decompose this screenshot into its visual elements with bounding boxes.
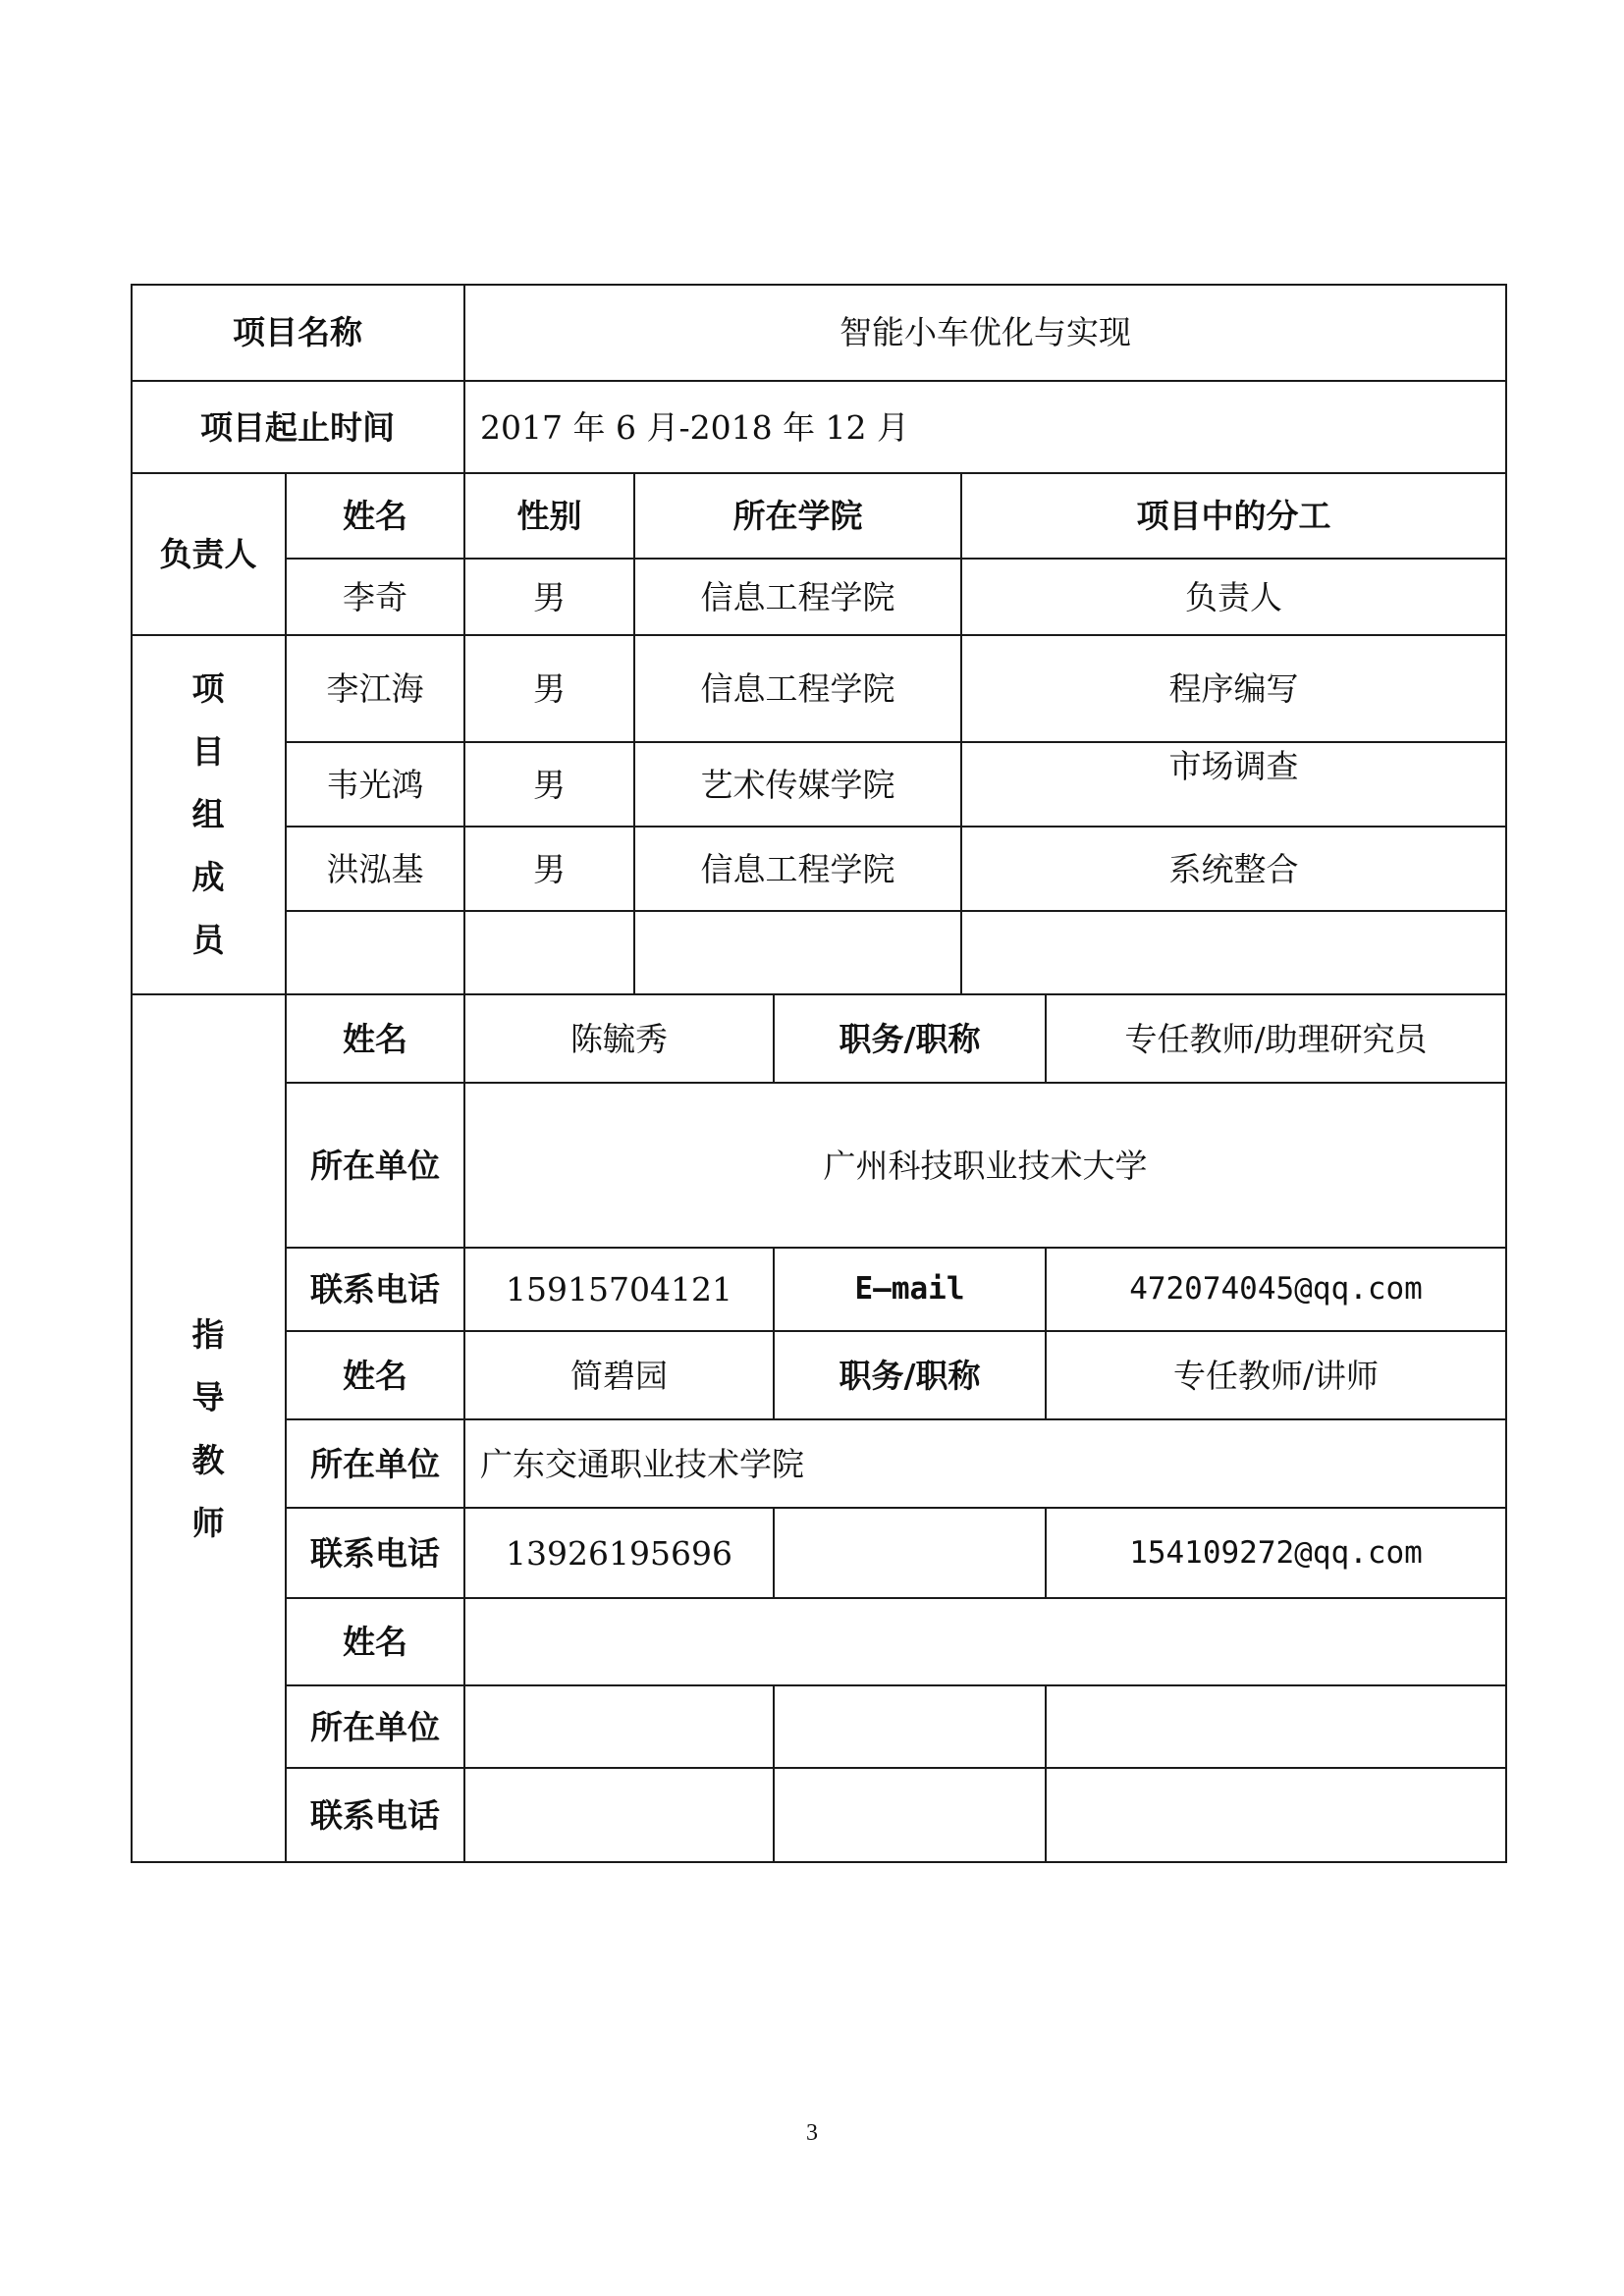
members-section-label (131, 635, 286, 994)
leader-role: 负责人 (1185, 577, 1282, 616)
advisor-title: 专任教师/讲师 (1172, 1356, 1380, 1395)
advisors-label-char: 导 (191, 1377, 225, 1416)
members-label-char: 员 (191, 921, 225, 959)
members-label-char: 项 (191, 669, 225, 708)
advisor-name: 简碧园 (570, 1356, 668, 1395)
leader-college: 信息工程学院 (700, 577, 895, 616)
members-label-char: 成 (191, 858, 225, 896)
advisor-name-label: 姓名 (343, 1356, 407, 1395)
advisor-name (464, 1598, 1506, 1685)
advisor-phone-label: 联系电话 (310, 1795, 440, 1835)
advisors-label-char: 师 (191, 1503, 225, 1542)
advisor-unit-label: 所在单位 (310, 1707, 440, 1746)
member-role: 市场调查 (1168, 747, 1299, 785)
member-gender: 男 (533, 669, 566, 708)
advisor-title-label: 职务/职称 (839, 1019, 981, 1058)
leader-gender: 男 (533, 577, 566, 616)
header-college: 所在学院 (732, 497, 863, 535)
advisors-label-char: 指 (191, 1314, 225, 1354)
advisor-name-label: 姓名 (343, 1019, 407, 1058)
advisor-unit-label: 所在单位 (310, 1444, 440, 1483)
advisor-phone-label: 联系电话 (310, 1270, 440, 1308)
members-label-char: 组 (191, 795, 225, 833)
advisor-name: 陈毓秀 (570, 1019, 668, 1058)
advisor-unit (464, 1685, 1506, 1768)
advisor-name-label: 姓名 (343, 1623, 407, 1661)
member-college: 信息工程学院 (700, 669, 895, 708)
member-gender (464, 911, 634, 994)
advisor-title-label: 职务/职称 (839, 1356, 981, 1395)
advisor-phone-label: 联系电话 (310, 1533, 440, 1573)
advisor-email-label: E—mail (854, 1271, 965, 1307)
member-college (634, 911, 961, 994)
advisors-label-char: 教 (191, 1440, 225, 1479)
advisor-title: 专任教师/助理研究员 (1124, 1019, 1428, 1058)
header-name: 姓名 (343, 497, 407, 535)
member-role: 程序编写 (1168, 669, 1299, 708)
member-college: 艺术传媒学院 (700, 765, 895, 804)
member-gender: 男 (533, 765, 566, 804)
advisor-email: 472074045@qq.com (1129, 1271, 1423, 1307)
member-name: 李江海 (326, 669, 424, 708)
advisor-unit: 广州科技职业技术大学 (823, 1146, 1148, 1185)
member-college: 信息工程学院 (700, 849, 895, 888)
members-label-char: 目 (191, 732, 225, 771)
leader-name: 李奇 (343, 577, 407, 616)
leader-section-label: 负责人 (159, 535, 257, 573)
member-name: 洪泓基 (326, 849, 424, 888)
project-period-value: 2017 年 6 月-2018 年 12 月 (480, 407, 910, 447)
advisors-section-label (131, 994, 286, 1863)
page-number: 3 (806, 2120, 818, 2146)
advisor-phone: 13926195696 (506, 1533, 732, 1573)
advisor-email (1046, 1768, 1506, 1862)
header-role: 项目中的分工 (1136, 497, 1331, 535)
project-name-value: 智能小车优化与实现 (839, 313, 1131, 351)
advisor-unit-label: 所在单位 (310, 1146, 440, 1185)
header-gender: 性别 (516, 497, 582, 535)
member-name: 韦光鸿 (326, 765, 424, 804)
advisor-email-label (774, 1508, 1046, 1598)
member-name (286, 911, 464, 994)
member-role (961, 911, 1506, 994)
project-period-label: 项目起止时间 (200, 407, 395, 447)
project-name-label: 项目名称 (233, 313, 362, 351)
advisor-phone (464, 1768, 774, 1862)
advisor-phone: 15915704121 (506, 1270, 732, 1308)
advisor-unit: 广东交通职业技术学院 (480, 1444, 804, 1483)
advisor-email: 154109272@qq.com (1129, 1534, 1423, 1571)
member-role: 系统整合 (1168, 849, 1299, 888)
member-gender: 男 (533, 849, 566, 888)
